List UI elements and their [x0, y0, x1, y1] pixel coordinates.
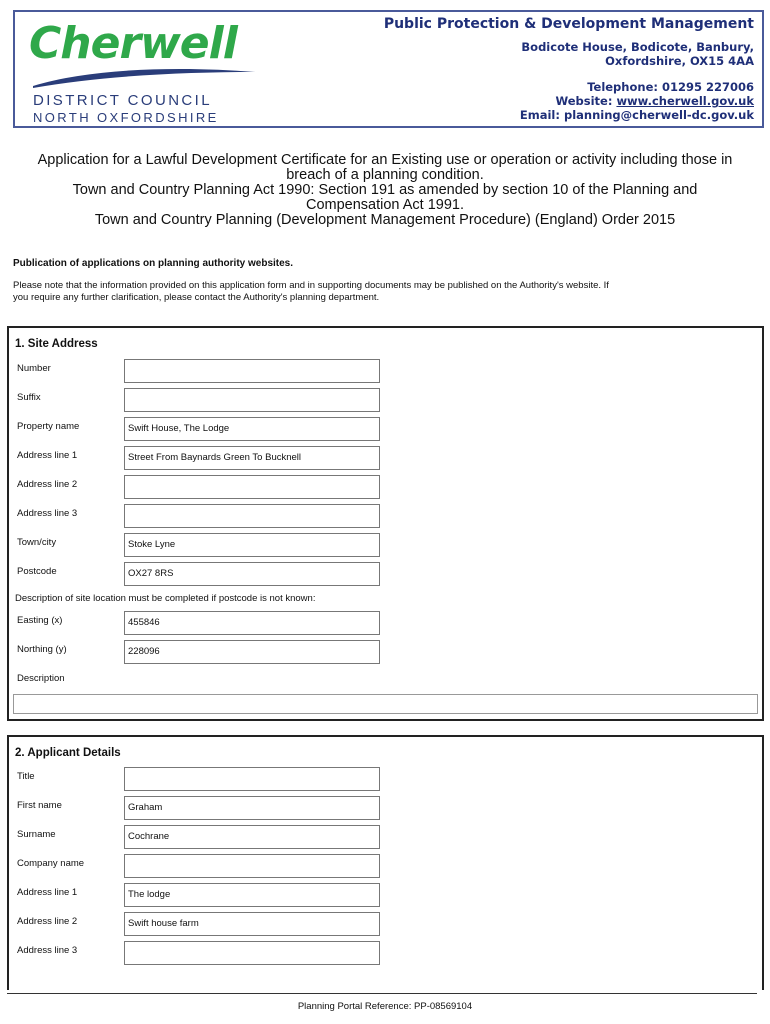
website	[384, 94, 754, 108]
website-label: Website:	[555, 94, 617, 108]
planning-portal-reference: Planning Portal Reference: PP-08569104	[297, 1001, 473, 1012]
easting-label: Easting (x)	[17, 615, 63, 626]
number-field[interactable]	[124, 359, 380, 383]
applicant-address-line-3-label: Address line 3	[17, 945, 78, 956]
company-name-field[interactable]	[124, 854, 380, 878]
email[interactable]: Email: planning@cherwell-dc.gov.uk	[519, 108, 754, 122]
title-line-2: breach of a planning condition.	[286, 167, 484, 183]
title-label: Title	[17, 771, 35, 782]
publication-note-line-1: Please note that the information provided on this application form and in supporting documents may be published on the Authority's website. If	[13, 280, 609, 291]
title-line-5: Town and Country Planning (Development Management Procedure) (England) Order 2015	[94, 212, 676, 228]
logo-swoosh-icon	[31, 64, 257, 90]
description-label: Description	[17, 673, 65, 684]
suffix-label: Suffix	[17, 392, 41, 403]
address-line-1-label: Address line 1	[17, 450, 78, 461]
publication-note	[13, 280, 753, 303]
easting-field[interactable]: 455846	[124, 611, 380, 635]
applicant-address-line-2-field[interactable]: Swift house farm	[124, 912, 380, 936]
surname-field[interactable]: Cochrane	[124, 825, 380, 849]
applicant-details-section	[7, 735, 764, 990]
applicant-address-line-3-field[interactable]	[124, 941, 380, 965]
description-field[interactable]	[13, 694, 758, 714]
address-line-2-label: Address line 2	[17, 479, 78, 490]
northing-field[interactable]: 228096	[124, 640, 380, 664]
publication-heading: Publication of applications on planning authority websites.	[13, 258, 294, 269]
address-line-3-field[interactable]	[124, 504, 380, 528]
telephone: Telephone: 01295 227006	[587, 80, 754, 94]
title-line-3: Town and Country Planning Act 1990: Section 191 as amended by section 10 of the Planning and	[72, 182, 698, 198]
section-title: 2. Applicant Details	[15, 747, 121, 759]
applicant-address-line-1-field[interactable]: The lodge	[124, 883, 380, 907]
location-note: Description of site location must be completed if postcode is not known:	[15, 593, 316, 604]
address-line-1-field[interactable]: Street From Baynards Green To Bucknell	[124, 446, 380, 470]
publication-note-line-2: you require any further clarification, please contact the Authority's planning department.	[13, 291, 380, 303]
northing-label: Northing (y)	[17, 644, 67, 655]
town-label: Town/city	[17, 537, 57, 548]
number-label: Number	[17, 363, 51, 374]
contact-block	[384, 16, 754, 122]
address-line-3-label: Address line 3	[17, 508, 78, 519]
title-field[interactable]	[124, 767, 380, 791]
company-name-label: Company name	[17, 858, 85, 869]
logo-line-region: NORTH OXFORDSHIRE	[33, 110, 219, 125]
title-line-1: Application for a Lawful Development Certificate for an Existing use or operation or activity including those in	[37, 152, 733, 168]
postcode-field[interactable]: OX27 8RS	[124, 562, 380, 586]
department-name: Public Protection & Development Management	[383, 16, 754, 32]
footer-divider	[7, 993, 757, 994]
postcode-label: Postcode	[17, 566, 57, 577]
address-line-2: Oxfordshire, OX15 4AA	[605, 54, 754, 68]
logo-wordmark: Cherwell	[29, 18, 237, 69]
address-line-2-field[interactable]	[124, 475, 380, 499]
council-logo	[29, 18, 259, 123]
town-field[interactable]: Stoke Lyne	[124, 533, 380, 557]
property-name-field[interactable]: Swift House, The Lodge	[124, 417, 380, 441]
first-name-field[interactable]: Graham	[124, 796, 380, 820]
address-line-1: Bodicote House, Bodicote, Banbury,	[521, 40, 754, 54]
suffix-field[interactable]	[124, 388, 380, 412]
site-address-section	[7, 326, 764, 721]
title-line-4: Compensation Act 1991.	[306, 197, 464, 213]
applicant-address-line-2-label: Address line 2	[17, 916, 78, 927]
logo-line-district: DISTRICT COUNCIL	[33, 92, 212, 109]
applicant-address-line-1-label: Address line 1	[17, 887, 78, 898]
property-name-label: Property name	[17, 421, 80, 432]
header-banner	[13, 10, 764, 128]
website-link[interactable]: www.cherwell.gov.uk	[616, 94, 754, 108]
form-title	[8, 153, 762, 228]
surname-label: Surname	[17, 829, 56, 840]
section-title: 1. Site Address	[15, 338, 98, 350]
first-name-label: First name	[17, 800, 62, 811]
